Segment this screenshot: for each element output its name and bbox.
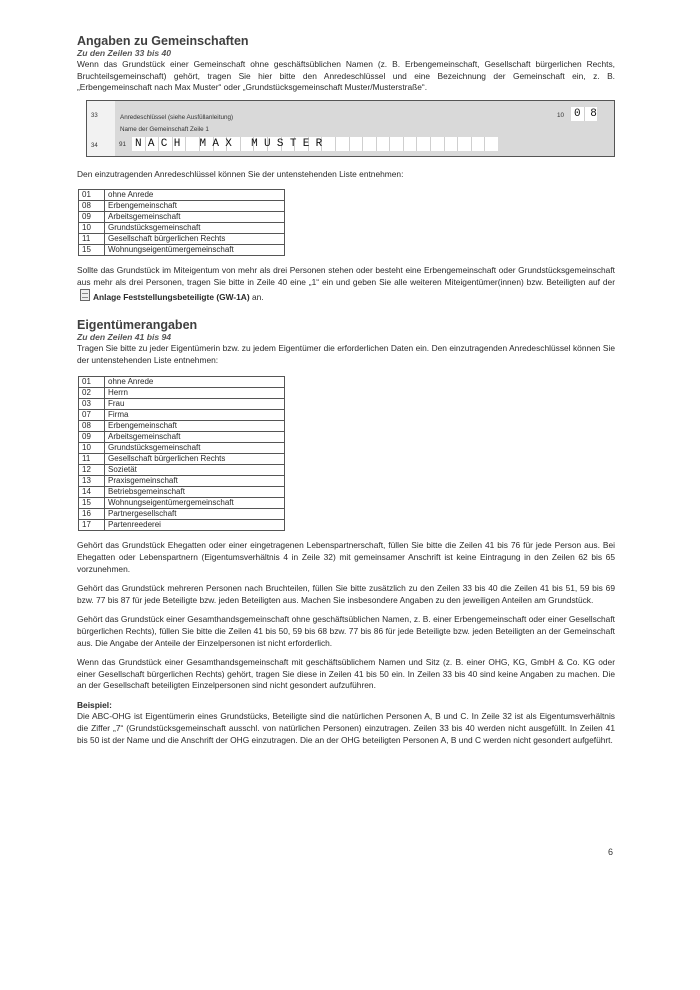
- code-row: [79, 190, 285, 201]
- gesamthand-ohne-namen-paragraph: Gehört das Grundstück einer Gesamthandsgemeinschaft ohne geschäftsüblichen Namen, z. B. einer Erbengemeinschaft oder einer Gesellschaft bürgerlichen Rechts), füllen Sie bitte die Zeilen 41 bis 50, 59 bis 68 bzw. 77 bis 86 für jede Beteiligte bzw. jeden Beteiligten an der Gemeinschaft aus. Die Angabe der Anteile der Einzelpersonen ist nicht erforderlich.: [77, 614, 615, 648]
- code-cell: 09: [79, 212, 105, 223]
- code-cell: 11: [79, 234, 105, 245]
- ehegatten-paragraph: Gehört das Grundstück Ehegatten oder einer eingetragenen Lebenspartnerschaft, füllen Sie bitte die Zeilen 41 bis 76 für jede Person aus. Bei Ehegatten oder Lebenspartnern (Eigentumsverhältnis 4 in Zeile 32) mit gemeinsamer Anschrift ist keine Eintragung in den Zeilen 62 bis 65 vorzunehmen.: [77, 540, 615, 574]
- code-cell: 14: [79, 487, 105, 498]
- code-row: [79, 399, 285, 410]
- miteigentum-note-text: Sollte das Grundstück im Miteigentum von mehr als drei Personen stehen oder besteht eine Erbengemeinschaft oder Grundstücksgemeinschaft aus mehr als drei Personen, tragen Sie bitte in Zeile 40 eine „1“ ein und geben Sie alle weiteren Miteigentümer(innen) bzw. Beteiligten auf der: [77, 265, 615, 287]
- code-cell: 12: [79, 465, 105, 476]
- code-label-cell: Grundstücksgemeinschaft: [105, 223, 285, 234]
- page-number: 6: [607, 847, 613, 857]
- code-label-cell: Wohnungseigentümergemeinschaft: [105, 245, 285, 256]
- code-cell: 07: [79, 410, 105, 421]
- document-icon: [80, 289, 90, 301]
- code-cell: 15: [79, 245, 105, 256]
- name-gemeinschaft-value: NACH MAX MUSTER: [135, 137, 329, 150]
- form-code-91: 91: [119, 140, 127, 148]
- code-label-cell: Arbeitsgemeinschaft: [105, 432, 285, 443]
- code-label-cell: Herrn: [105, 388, 285, 399]
- code-label-cell: Frau: [105, 399, 285, 410]
- code-label-cell: Partenreederei: [105, 520, 285, 531]
- anredeschluessel-list-intro: Den einzutragenden Anredeschlüssel können Sie der untenstehenden Liste entnehmen:: [77, 168, 404, 179]
- example-form-box: [86, 100, 615, 157]
- code-cell: 08: [79, 201, 105, 212]
- code-label-cell: Gesellschaft bürgerlichen Rechts: [105, 454, 285, 465]
- section-subtitle-eigentuemer: Zu den Zeilen 41 bis 94: [77, 332, 172, 343]
- code-row: [79, 234, 285, 245]
- code-cell: 01: [79, 190, 105, 201]
- section-subtitle-gemeinschaften: Zu den Zeilen 33 bis 40: [77, 48, 172, 58]
- code-row: [79, 476, 285, 487]
- code-cell: 10: [79, 223, 105, 234]
- code-row: [79, 520, 285, 531]
- code-row: [79, 498, 285, 509]
- code-cell: 01: [79, 377, 105, 388]
- section-title-eigentuemer: Eigentümerangaben: [77, 318, 198, 333]
- gemeinschaften-intro: Wenn das Grundstück einer Gemeinschaft ohne geschäftsüblichen Namen (z. B. Erbengemeinschaft, Gesellschaft bürgerlichen Rechts, Bruchteilsgemeinschaft) gehört, tragen Sie hier bitte den Anredeschlüssel und eine Bezeichnung der Gemeinschaft ein, z. B. „Erbengemeinschaft nach Max Muster“ oder „Grundstücksgemeinschaft Muster/Musterstraße“.: [77, 59, 615, 93]
- code-row: [79, 465, 285, 476]
- code-label-cell: Wohnungseigentümergemeinschaft: [105, 498, 285, 509]
- code-row: [79, 223, 285, 234]
- code-label-cell: Praxisgemeinschaft: [105, 476, 285, 487]
- code-row: [79, 443, 285, 454]
- row-number-34: 34: [91, 142, 98, 149]
- code-label-cell: Erbengemeinschaft: [105, 201, 285, 212]
- code-row: [79, 421, 285, 432]
- code-cell: 08: [79, 421, 105, 432]
- anredeschluessel-table-gemeinschaften: [78, 189, 285, 256]
- example-heading: Beispiel:: [77, 699, 112, 710]
- code-label-cell: Gesellschaft bürgerlichen Rechts: [105, 234, 285, 245]
- code-cell: 16: [79, 509, 105, 520]
- row-number-33: 33: [91, 112, 98, 119]
- miteigentum-note-end: an.: [251, 291, 264, 302]
- code-label-cell: Erbengemeinschaft: [105, 421, 285, 432]
- anlage-gw1a-link[interactable]: Anlage Feststellungsbeteiligte (GW-1A): [93, 291, 250, 302]
- miteigentum-note: [77, 265, 615, 303]
- code-row: [79, 388, 285, 399]
- code-label-cell: Grundstücksgemeinschaft: [105, 443, 285, 454]
- code-cell: 15: [79, 498, 105, 509]
- bruchteile-paragraph: Gehört das Grundstück mehreren Personen nach Bruchteilen, füllen Sie bitte zusätzlich zu den Zeilen 33 bis 40 die Zeilen 41 bis 51, 59 bis 69 bzw. 77 bis 87 für jede Beteiligte bzw. jeden Beteiligten aus. Machen Sie insbesondere Angaben zu den jeweiligen Anteilen am Grundstück.: [77, 583, 615, 605]
- code-label-cell: Sozietät: [105, 465, 285, 476]
- code-row: [79, 212, 285, 223]
- code-row: [79, 454, 285, 465]
- code-cell: 10: [79, 443, 105, 454]
- eigentuemer-intro: Tragen Sie bitte zu jeder Eigentümerin bzw. zu jedem Eigentümer die erforderlichen Daten ein. Den einzutragenden Anredeschlüssel können Sie der untenstehenden Liste entnehmen:: [77, 343, 615, 365]
- code-label-cell: ohne Anrede: [105, 377, 285, 388]
- anredeschluessel-value: 0 8: [574, 107, 599, 120]
- code-row: [79, 245, 285, 256]
- page-content: [77, 34, 615, 746]
- code-cell: 17: [79, 520, 105, 531]
- code-cell: 11: [79, 454, 105, 465]
- code-row: [79, 487, 285, 498]
- gesamthand-mit-namen-paragraph: Wenn das Grundstück einer Gesamthandsgemeinschaft mit geschäftsüblichem Namen und Sitz (z. B. einer OHG, KG, GmbH & Co. KG oder einer Gesellschaft bürgerlichen Rechts) gehört, tragen Sie diese in Zeilen 41 bis 50 ein. In Zeilen 33 bis 40 sind keine Angaben zu machen. Die an der Gesellschaft beteiligten Einzelpersonen sind nicht gesondert aufzuführen.: [77, 657, 615, 691]
- code-row: [79, 432, 285, 443]
- code-label-cell: Partnergesellschaft: [105, 509, 285, 520]
- form-label-anredeschluessel: Anredeschlüssel (siehe Ausfüllanleitung): [120, 113, 234, 121]
- code-label-cell: Firma: [105, 410, 285, 421]
- section-title-gemeinschaften: Angaben zu Gemeinschaften: [77, 34, 249, 48]
- code-cell: 02: [79, 388, 105, 399]
- code-row: [79, 410, 285, 421]
- anredeschluessel-table-eigentuemer: [78, 376, 285, 531]
- code-row: [79, 509, 285, 520]
- code-label-cell: ohne Anrede: [105, 190, 285, 201]
- code-label-cell: Betriebsgemeinschaft: [105, 487, 285, 498]
- form-code-10: 10: [557, 111, 565, 119]
- code-cell: 13: [79, 476, 105, 487]
- example-paragraph: Die ABC-OHG ist Eigentümerin eines Grundstücks, Beteiligte sind die natürlichen Personen A, B und C. In Zeile 32 ist als Eigentumsverhältnis die Ziffer „7“ (Grundstücksgemeinschaft ausschl. von natürlichen Personen) einzutragen. Zeilen 33 bis 40 werden nicht ausgefüllt. In Zeilen 41 bis 50 ist der Name und die Anschrift der OHG einzutragen. Die an der OHG beteiligten Personen A, B und C werden nicht gesondert aufgeführt.: [77, 711, 615, 745]
- code-cell: 03: [79, 399, 105, 410]
- code-label-cell: Arbeitsgemeinschaft: [105, 212, 285, 223]
- code-row: [79, 377, 285, 388]
- code-row: [79, 201, 285, 212]
- code-cell: 09: [79, 432, 105, 443]
- form-label-name-gemeinschaft: Name der Gemeinschaft Zeile 1: [120, 125, 209, 133]
